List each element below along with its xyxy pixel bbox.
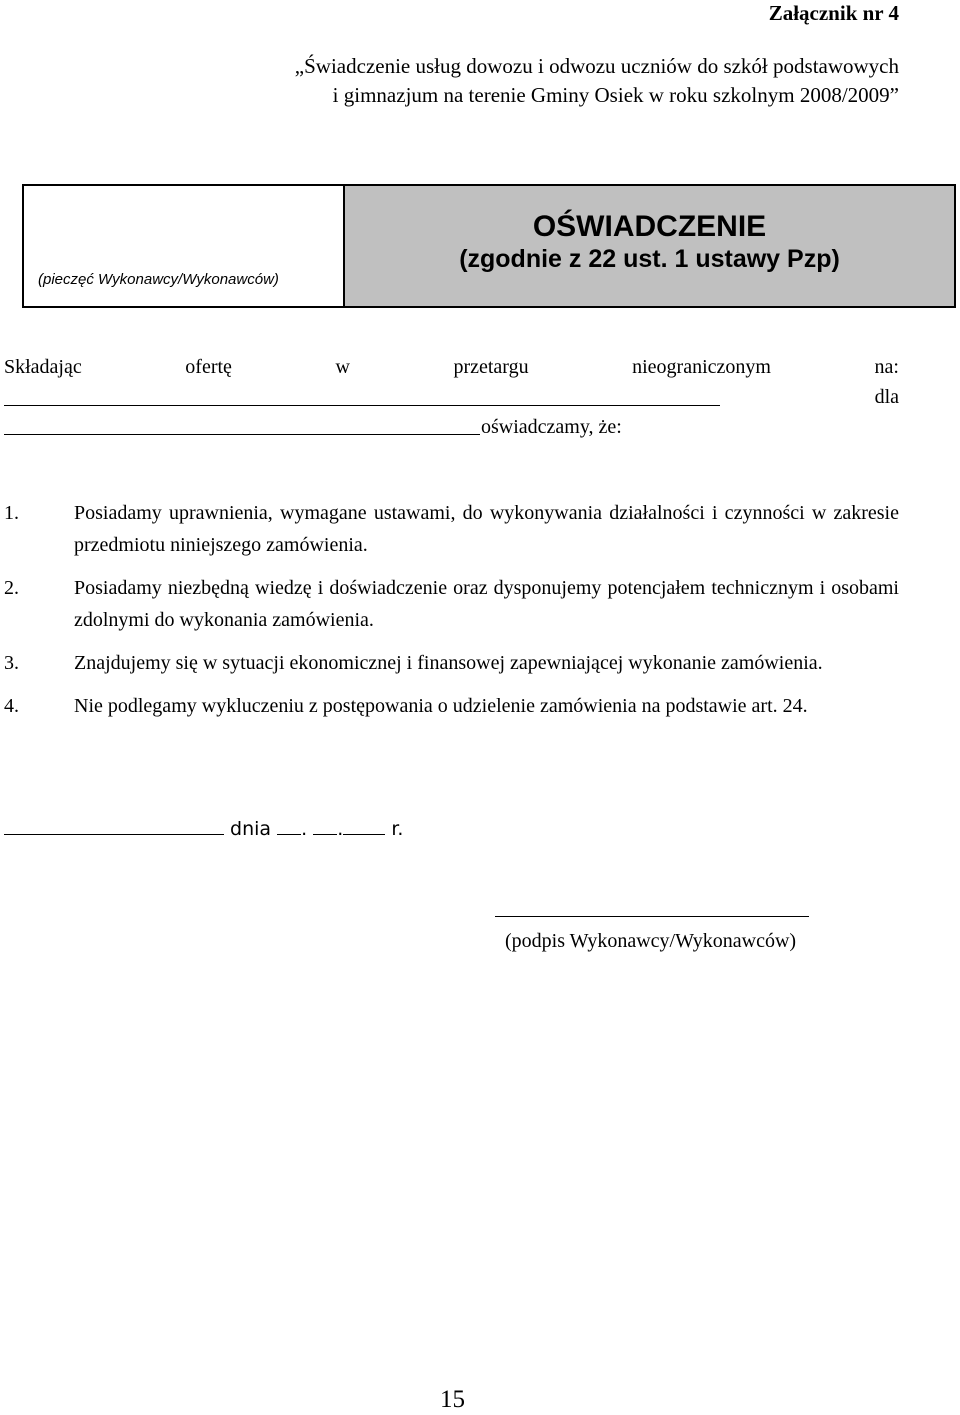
item-number: 1. [4, 502, 19, 524]
signature-label: (podpis Wykonawcy/Wykonawców) [505, 930, 797, 952]
item-number: 4. [4, 695, 19, 717]
date-dot: . [337, 818, 344, 840]
intro-word: ofertę [185, 356, 232, 378]
stamp-label: (pieczęć Wykonawcy/Wykonawców) [38, 271, 279, 288]
for-label: dla [874, 386, 899, 408]
intro-word: w [335, 356, 350, 378]
intro-word: Składając [4, 356, 82, 378]
tender-name-blank[interactable] [4, 405, 720, 406]
item-text: Posiadamy niezbędną wiedzę i doświadczenie oraz dysponujemy potencjałem technicznym i osobami zdolnymi do wykonania zamówienia. [74, 577, 899, 631]
list-item [0, 572, 899, 636]
subject-line-1: „Świadczenie usług dowozu i odwozu uczniów do szkół podstawowych [294, 54, 899, 78]
year-suffix: r. [391, 818, 404, 840]
declaration-title: OŚWIADCZENIE [532, 209, 767, 243]
list-item [0, 690, 899, 722]
intro-word: przetargu [453, 356, 529, 378]
intro-line [4, 354, 899, 380]
list-item [0, 497, 899, 561]
title-cell [345, 186, 954, 306]
day-blank[interactable] [277, 813, 301, 835]
item-number: 3. [4, 652, 19, 674]
page-number: 15 [440, 1386, 465, 1413]
subject-line-2: i gimnazjum na terenie Gminy Osiek w roku szkolnym 2008/2009” [332, 83, 899, 107]
month-blank[interactable] [313, 813, 337, 835]
declaration-subtitle: (zgodnie z 22 ust. 1 ustawy Pzp) [459, 244, 840, 273]
item-text: Nie podlegamy wykluczeniu z postępowania o udzielenie zamówienia na podstawie art. 24. [74, 695, 808, 717]
declare-label: oświadczamy, że: [481, 416, 622, 438]
declaration-header-box [22, 184, 956, 308]
date-line [4, 813, 403, 842]
place-blank[interactable] [4, 813, 224, 835]
item-number: 2. [4, 577, 19, 599]
declaration-items [0, 497, 899, 733]
attachment-label: Załącznik nr 4 [768, 1, 899, 25]
intro-word: na: [874, 356, 899, 378]
list-item [0, 647, 899, 679]
subject-title [0, 52, 899, 110]
signature-line[interactable] [495, 916, 809, 917]
contractor-name-blank[interactable] [4, 434, 480, 435]
intro-word: nieograniczonym [632, 356, 771, 378]
stamp-cell [24, 186, 345, 306]
dnia-label: dnia [230, 818, 272, 840]
date-dot: . [301, 818, 308, 840]
item-text: Posiadamy uprawnienia, wymagane ustawami, do wykonywania działalności i czynności w zakresie przedmiotu niniejszego zamówienia. [74, 502, 899, 556]
year-blank[interactable] [343, 813, 385, 835]
item-text: Znajdujemy się w sytuacji ekonomicznej i finansowej zapewniającej wykonanie zamówienia. [74, 652, 823, 674]
